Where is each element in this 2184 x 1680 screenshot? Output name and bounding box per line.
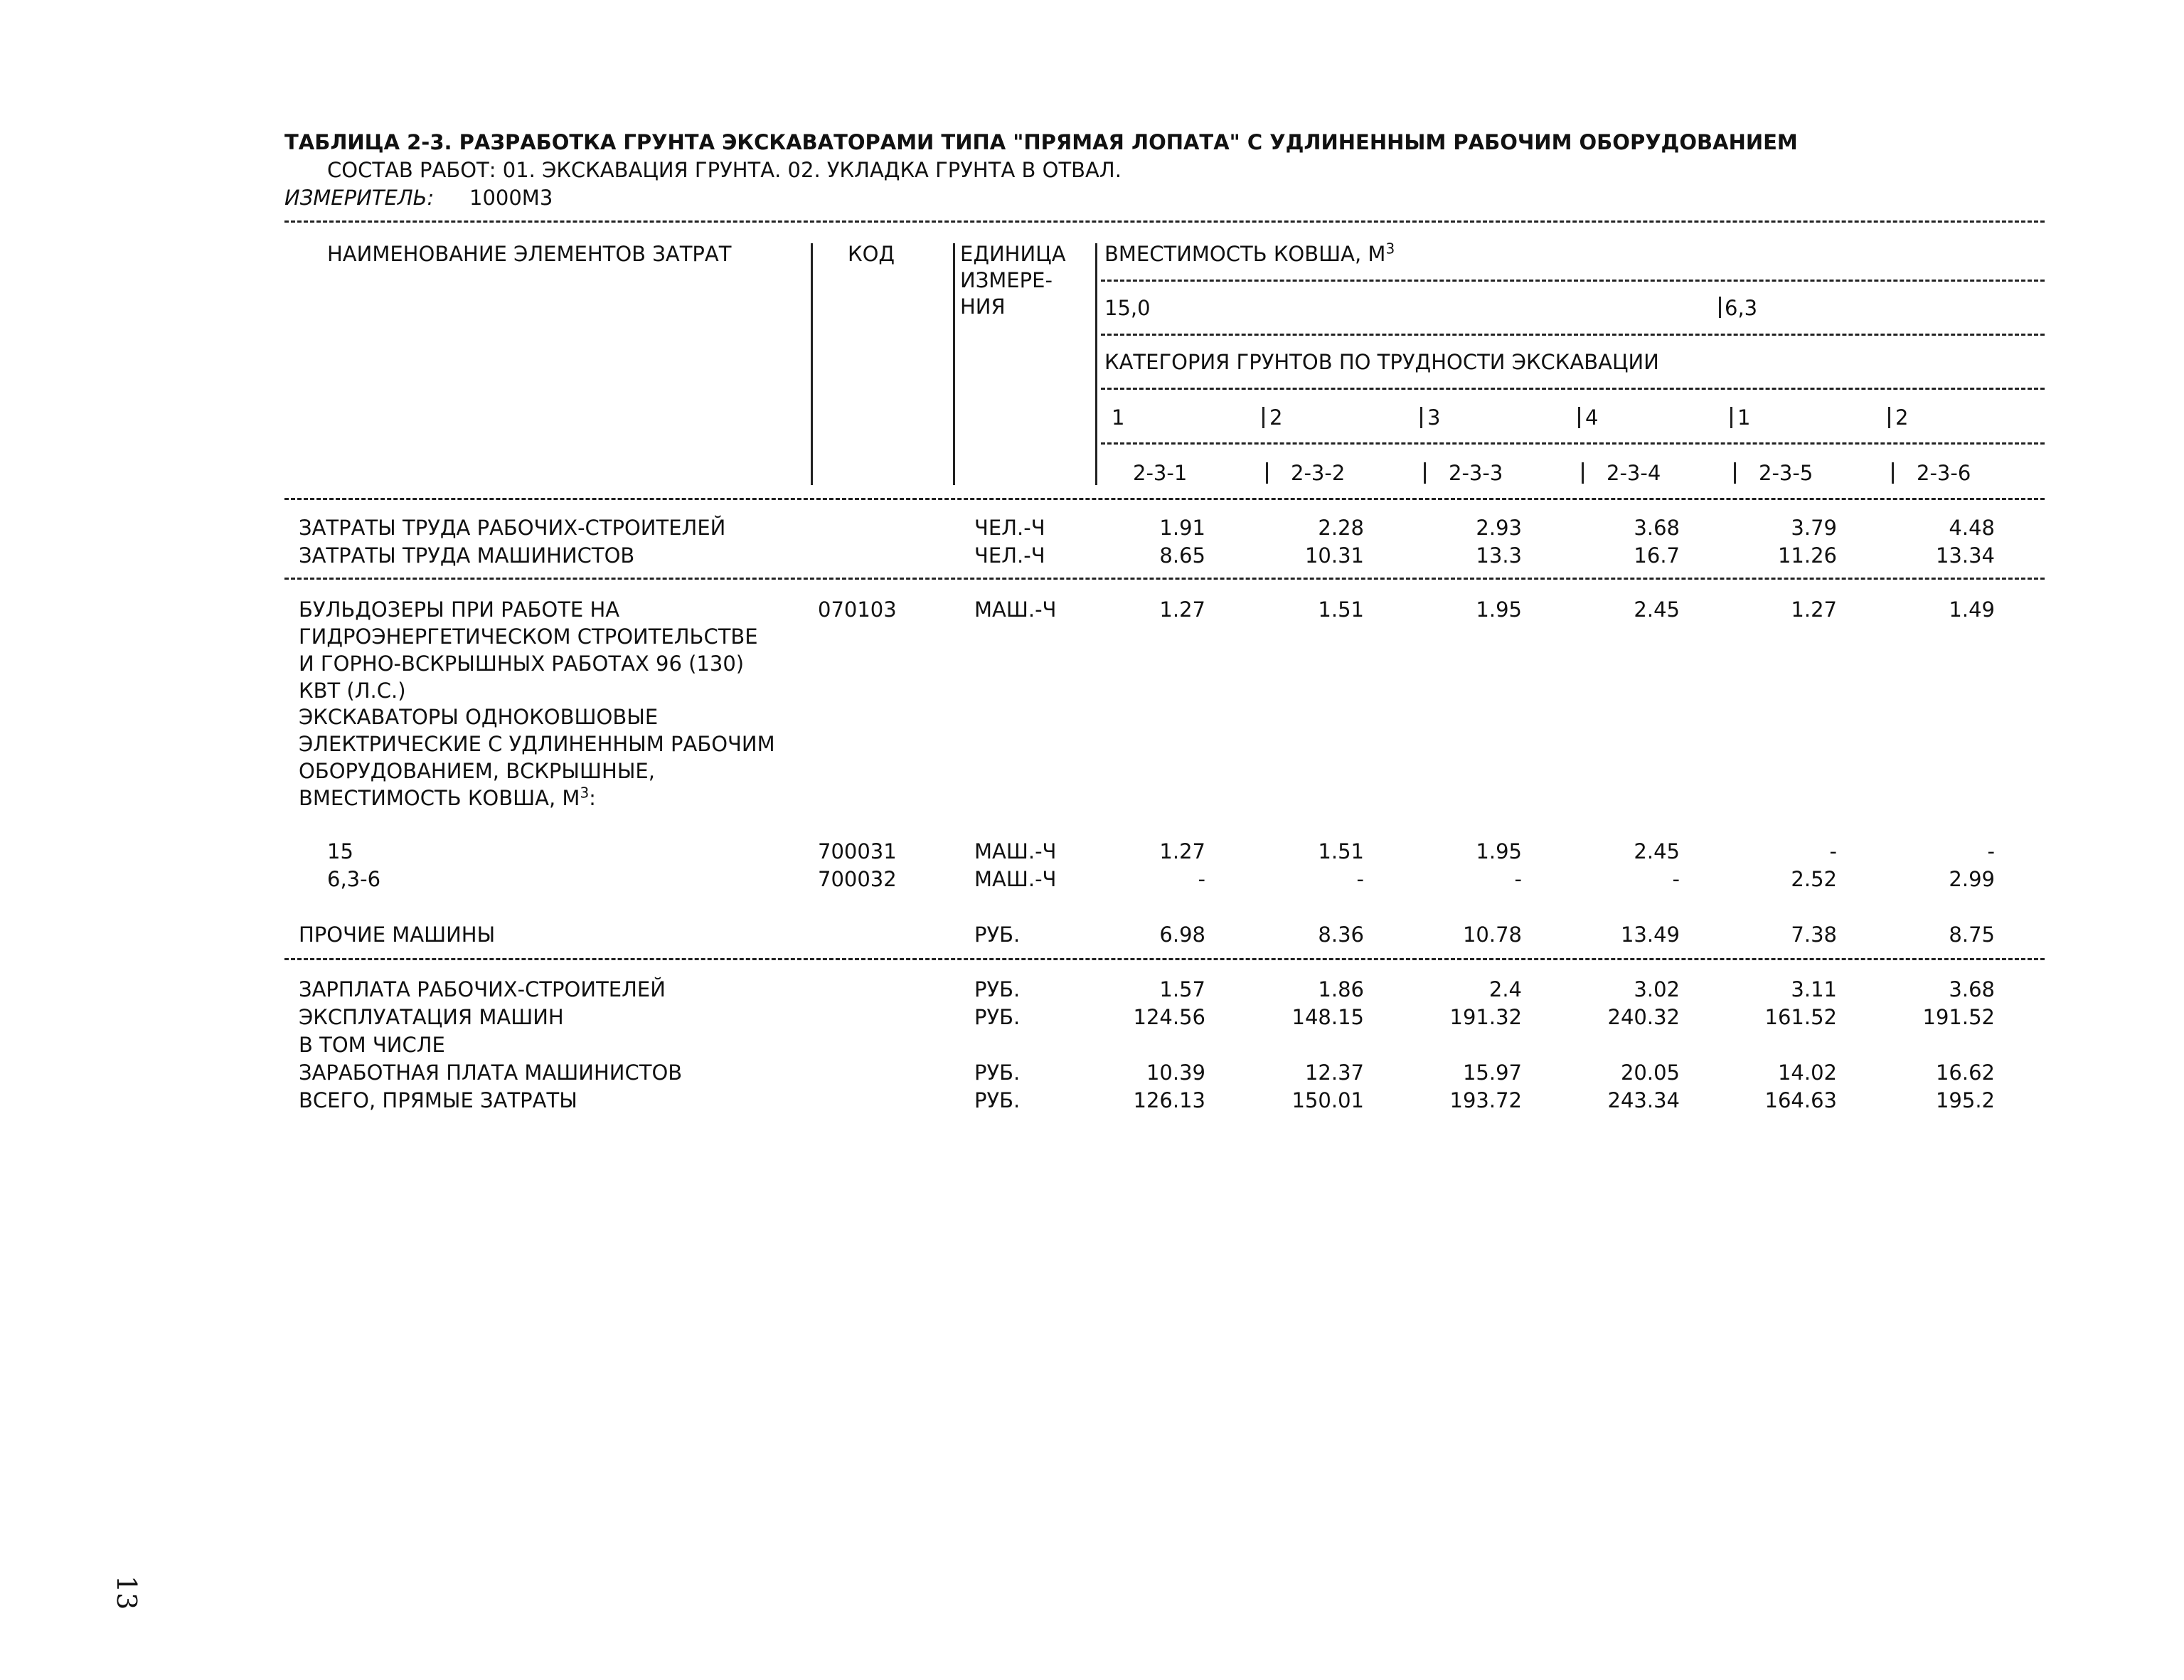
labor-1-value-6: 4.48 [1949, 516, 1995, 540]
machine-unit-2: МАШ.-Ч [974, 867, 1057, 891]
bulldozer-value-2: 1.51 [1318, 597, 1364, 622]
col-sep-3 [1095, 243, 1097, 485]
cap-15: 15,0 [1104, 296, 1151, 320]
bulldozer-value-5: 1.27 [1791, 597, 1837, 622]
totals-5-value-1: 126.13 [1133, 1088, 1205, 1112]
labor-unit-1: ЧЕЛ.-Ч [974, 516, 1045, 540]
code-sep-1 [1266, 462, 1268, 484]
labor-1-value-5: 3.79 [1791, 516, 1837, 540]
table-title: ТАБЛИЦА 2-3. РАЗРАБОТКА ГРУНТА ЭКСКАВАТОРАМИ ТИПА "ПРЯМАЯ ЛОПАТА" С УДЛИНЕННЫМ РАБОЧИМ ОБОРУДОВАНИЕМ [284, 130, 1798, 154]
header-name: НАИМЕНОВАНИЕ ЭЛЕМЕНТОВ ЗАТРАТ [327, 242, 732, 266]
labor-2-value-3: 13.3 [1476, 543, 1522, 568]
machine-2-value-2: - [1356, 867, 1364, 891]
other-unit: РУБ. [974, 923, 1021, 947]
labor-2-value-4: 16.7 [1634, 543, 1680, 568]
col-sep-1 [811, 243, 813, 485]
totals-4-value-5: 14.02 [1777, 1060, 1837, 1085]
cap-63: 6,3 [1725, 296, 1758, 320]
measure-value: 1000М3 [469, 186, 553, 210]
machine-1-value-5: - [1829, 839, 1837, 863]
other-value-3: 10.78 [1462, 923, 1522, 947]
category-sep-3 [1578, 407, 1580, 428]
machine-name-2: 6,3-6 [327, 867, 381, 891]
col-sep-2 [953, 243, 955, 485]
totals-4-value-4: 20.05 [1620, 1060, 1680, 1085]
totals-name-3: В ТОМ ЧИСЛЕ [299, 1033, 445, 1057]
other-value-1: 6.98 [1159, 923, 1205, 947]
labor-1-value-2: 2.28 [1318, 516, 1364, 540]
totals-2-value-2: 148.15 [1291, 1005, 1364, 1029]
totals-unit-2: РУБ. [974, 1005, 1021, 1029]
rule-header-bottom [284, 498, 2045, 500]
machine-1-value-4: 2.45 [1634, 839, 1680, 863]
header-unit-1: ЕДИНИЦА [960, 242, 1066, 266]
category-sep-5 [1888, 407, 1890, 428]
machine-code-1: 700031 [818, 839, 897, 863]
bulldozer-line-1: БУЛЬДОЗЕРЫ ПРИ РАБОТЕ НА [299, 597, 620, 622]
totals-2-value-5: 161.52 [1764, 1005, 1837, 1029]
labor-2-value-6: 13.34 [1935, 543, 1995, 568]
machine-2-value-4: - [1672, 867, 1680, 891]
machine-1-value-2: 1.51 [1318, 839, 1364, 863]
bulldozer-value-4: 2.45 [1634, 597, 1680, 622]
header-unit-3: НИЯ [960, 294, 1006, 319]
other-value-6: 8.75 [1949, 923, 1995, 947]
category-sep-1 [1262, 407, 1264, 428]
machine-unit-1: МАШ.-Ч [974, 839, 1057, 863]
machine-name-1: 15 [327, 839, 353, 863]
totals-2-value-4: 240.32 [1607, 1005, 1680, 1029]
totals-1-value-2: 1.86 [1318, 977, 1364, 1001]
rule-h3 [1101, 388, 2045, 390]
category-4: 4 [1585, 405, 1599, 430]
bulldozer-value-1: 1.27 [1159, 597, 1205, 622]
category-sep-2 [1420, 407, 1422, 428]
totals-4-value-3: 15.97 [1462, 1060, 1522, 1085]
totals-name-4: ЗАРАБОТНАЯ ПЛАТА МАШИНИСТОВ [299, 1060, 683, 1085]
totals-2-value-3: 191.32 [1449, 1005, 1522, 1029]
totals-4-value-2: 12.37 [1304, 1060, 1364, 1085]
cap-sep [1719, 297, 1721, 318]
norm-code-1: 2-3-1 [1133, 461, 1188, 485]
rule-h1 [1101, 280, 2045, 282]
machine-2-value-6: 2.99 [1949, 867, 1995, 891]
totals-4-value-6: 16.62 [1935, 1060, 1995, 1085]
machine-1-value-6: - [1987, 839, 1995, 863]
totals-2-value-1: 124.56 [1133, 1005, 1205, 1029]
category-2: 2 [1269, 405, 1283, 430]
page-number: 13 [111, 1575, 142, 1610]
code-sep-4 [1734, 462, 1736, 484]
excavator-last-line: ВМЕСТИМОСТЬ КОВША, $М^3$: [299, 784, 596, 810]
other-value-2: 8.36 [1318, 923, 1364, 947]
measure-label: ИЗМЕРИТЕЛЬ: [284, 186, 435, 210]
category-5: 1 [1737, 405, 1751, 430]
labor-2-value-1: 8.65 [1159, 543, 1205, 568]
bulldozer-line-2: ГИДРОЭНЕРГЕТИЧЕСКОМ СТРОИТЕЛЬСТВЕ [299, 624, 758, 649]
category-6: 2 [1895, 405, 1909, 430]
labor-2-value-2: 10.31 [1304, 543, 1364, 568]
totals-unit-4: РУБ. [974, 1060, 1021, 1085]
totals-5-value-4: 243.34 [1607, 1088, 1680, 1112]
bulldozer-value-6: 1.49 [1949, 597, 1995, 622]
rule-after-labor [284, 578, 2045, 580]
code-sep-5 [1892, 462, 1894, 484]
totals-1-value-4: 3.02 [1634, 977, 1680, 1001]
norm-code-6: 2-3-6 [1917, 461, 1971, 485]
totals-5-value-2: 150.01 [1291, 1088, 1364, 1112]
totals-1-value-3: 2.4 [1488, 977, 1522, 1001]
category-header: КАТЕГОРИЯ ГРУНТОВ ПО ТРУДНОСТИ ЭКСКАВАЦИИ [1104, 350, 1659, 374]
norm-code-4: 2-3-4 [1607, 461, 1661, 485]
totals-unit-1: РУБ. [974, 977, 1021, 1001]
totals-unit-5: РУБ. [974, 1088, 1021, 1112]
totals-1-value-6: 3.68 [1949, 977, 1995, 1001]
totals-name-2: ЭКСПЛУАТАЦИЯ МАШИН [299, 1005, 564, 1029]
bulldozer-value-3: 1.95 [1476, 597, 1522, 622]
machine-2-value-3: - [1514, 867, 1522, 891]
category-sep-4 [1730, 407, 1732, 428]
bulldozer-line-4: КВТ (Л.С.) [299, 679, 406, 703]
machine-2-value-1: - [1198, 867, 1205, 891]
labor-name-1: ЗАТРАТЫ ТРУДА РАБОЧИХ-СТРОИТЕЛЕЙ [299, 516, 726, 540]
machine-1-value-1: 1.27 [1159, 839, 1205, 863]
category-1: 1 [1112, 405, 1125, 430]
norm-code-2: 2-3-2 [1291, 461, 1346, 485]
totals-name-1: ЗАРПЛАТА РАБОЧИХ-СТРОИТЕЛЕЙ [299, 977, 666, 1001]
excavator-line-3: ОБОРУДОВАНИЕМ, ВСКРЫШНЫЕ, [299, 759, 655, 783]
totals-5-value-6: 195.2 [1935, 1088, 1995, 1112]
excavator-line-1: ЭКСКАВАТОРЫ ОДНОКОВШОВЫЕ [299, 705, 659, 729]
machine-1-value-3: 1.95 [1476, 839, 1522, 863]
machine-code-2: 700032 [818, 867, 897, 891]
totals-5-value-5: 164.63 [1764, 1088, 1837, 1112]
work-composition: СОСТАВ РАБОТ: 01. ЭКСКАВАЦИЯ ГРУНТА. 02. УКЛАДКА ГРУНТА В ОТВАЛ. [327, 158, 1122, 182]
category-3: 3 [1427, 405, 1441, 430]
code-sep-2 [1424, 462, 1426, 484]
rule-before-totals [284, 958, 2045, 960]
excavator-line-2: ЭЛЕКТРИЧЕСКИЕ С УДЛИНЕННЫМ РАБОЧИМ [299, 732, 775, 756]
totals-4-value-1: 10.39 [1146, 1060, 1205, 1085]
totals-2-value-6: 191.52 [1922, 1005, 1995, 1029]
header-code: КОД [848, 242, 895, 266]
labor-unit-2: ЧЕЛ.-Ч [974, 543, 1045, 568]
labor-name-2: ЗАТРАТЫ ТРУДА МАШИНИСТОВ [299, 543, 635, 568]
rule-h4 [1101, 442, 2045, 445]
totals-name-5: ВСЕГО, ПРЯМЫЕ ЗАТРАТЫ [299, 1088, 577, 1112]
totals-5-value-3: 193.72 [1449, 1088, 1522, 1112]
labor-1-value-3: 2.93 [1476, 516, 1522, 540]
header-capacity: ВМЕСТИМОСТЬ КОВША, $М^3$ [1104, 240, 1395, 266]
machine-2-value-5: 2.52 [1791, 867, 1837, 891]
labor-1-value-1: 1.91 [1159, 516, 1205, 540]
rule-top [284, 220, 2045, 223]
bulldozer-line-3: И ГОРНО-ВСКРЫШНЫХ РАБОТАХ 96 (130) [299, 652, 745, 676]
totals-1-value-1: 1.57 [1159, 977, 1205, 1001]
totals-1-value-5: 3.11 [1791, 977, 1837, 1001]
code-sep-3 [1582, 462, 1584, 484]
bulldozer-code: 070103 [818, 597, 897, 622]
labor-1-value-4: 3.68 [1634, 516, 1680, 540]
rule-h2 [1101, 334, 2045, 336]
norm-code-5: 2-3-5 [1759, 461, 1813, 485]
other-value-5: 7.38 [1791, 923, 1837, 947]
other-value-4: 13.49 [1620, 923, 1680, 947]
norm-code-3: 2-3-3 [1449, 461, 1503, 485]
other-name: ПРОЧИЕ МАШИНЫ [299, 923, 496, 947]
bulldozer-unit: МАШ.-Ч [974, 597, 1057, 622]
header-unit-2: ИЗМЕРЕ- [960, 268, 1053, 292]
labor-2-value-5: 11.26 [1777, 543, 1837, 568]
